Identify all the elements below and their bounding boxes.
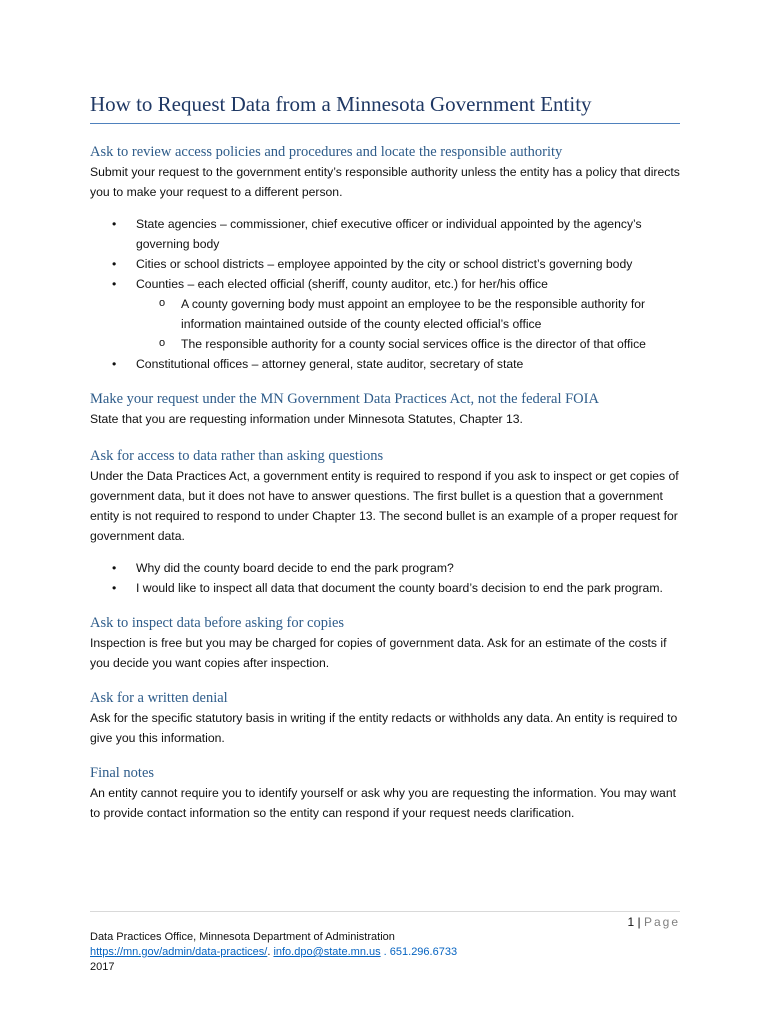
county-sub-list [136, 294, 680, 354]
example-request-list [90, 558, 680, 598]
footer-contact [90, 945, 457, 960]
page-number-separator: | [637, 915, 641, 929]
section-text-denial: Ask for the specific statutory basis in writing if the entity redacts or withholds any data. An entity is required to give you this information. [90, 711, 678, 745]
footer [90, 930, 457, 975]
section-heading-denial: Ask for a written denial [90, 690, 228, 706]
section-text-access: Under the Data Practices Act, a government entity is required to respond if you ask to inspect or get copies of government data, but it does not have to answer questions. The first bullet is a question that a government entity is not required to respond to under Chapter 13. The second bullet is an example of a proper request for government data. [90, 469, 679, 543]
section-text-statute: State that you are requesting information under Minnesota Statutes, Chapter 13. [90, 412, 523, 426]
footer-url-separator: . [267, 946, 271, 958]
page-number-value: 1 [627, 915, 635, 929]
list-item: • Why did the county board decide to end the park program? [90, 558, 680, 578]
section-heading-policies: Ask to review access policies and procedures and locate the responsible authority [90, 144, 563, 160]
footer-phone: . 651.296.6733 [383, 946, 458, 958]
footer-year: 2017 [90, 961, 115, 973]
section-text-policies: Submit your request to the government entity’s responsible authority unless the entity has a policy that directs you to make your request to a different person. [90, 165, 680, 199]
section-text-inspect: Inspection is free but you may be charged for copies of government data. Ask for an estimate of the costs if you decide you want copies after inspection. [90, 636, 667, 670]
sub-list-item: o The responsible authority for a county social services office is the director of that office [136, 334, 680, 354]
section-heading-statute: Make your request under the MN Government Data Practices Act, not the federal FOIA [90, 391, 599, 407]
list-item: • Constitutional offices – attorney general, state auditor, secretary of state [90, 354, 680, 374]
footer-divider [90, 911, 680, 912]
document-body [90, 142, 680, 823]
title-divider [90, 123, 680, 124]
list-item: • I would like to inspect all data that document the county board’s decision to end the park program. [90, 578, 680, 598]
list-item [90, 274, 680, 354]
section-heading-inspect: Ask to inspect data before asking for copies [90, 615, 345, 631]
footer-email-link[interactable]: info.dpo@state.mn.us [273, 946, 381, 958]
footer-office: Data Practices Office, Minnesota Department of Administration [90, 931, 395, 943]
page-label: Page [643, 915, 680, 929]
responsible-authority-list [90, 214, 680, 374]
list-item-label: Counties – each elected official (sheriff, county auditor, etc.) for her/his office [136, 277, 548, 291]
page-title: How to Request Data from a Minnesota Government Entity [90, 92, 592, 116]
footer-website-link[interactable]: https://mn.gov/admin/data-practices/ [90, 946, 268, 958]
section-heading-final: Final notes [90, 765, 155, 781]
sub-list-item: o A county governing body must appoint an employee to be the responsible authority for information maintained outside of the county elected official’s office [136, 294, 680, 334]
list-item: • Cities or school districts – employee appointed by the city or school district’s governing body [90, 254, 680, 274]
section-heading-access: Ask for access to data rather than asking questions [90, 448, 384, 464]
page-number [627, 915, 680, 929]
section-text-final: An entity cannot require you to identify yourself or ask why you are requesting the information. You may want to provide contact information so the entity can respond if your request needs clarification. [90, 786, 677, 820]
list-item: • State agencies – commissioner, chief executive officer or individual appointed by the agency’s governing body [90, 214, 680, 254]
